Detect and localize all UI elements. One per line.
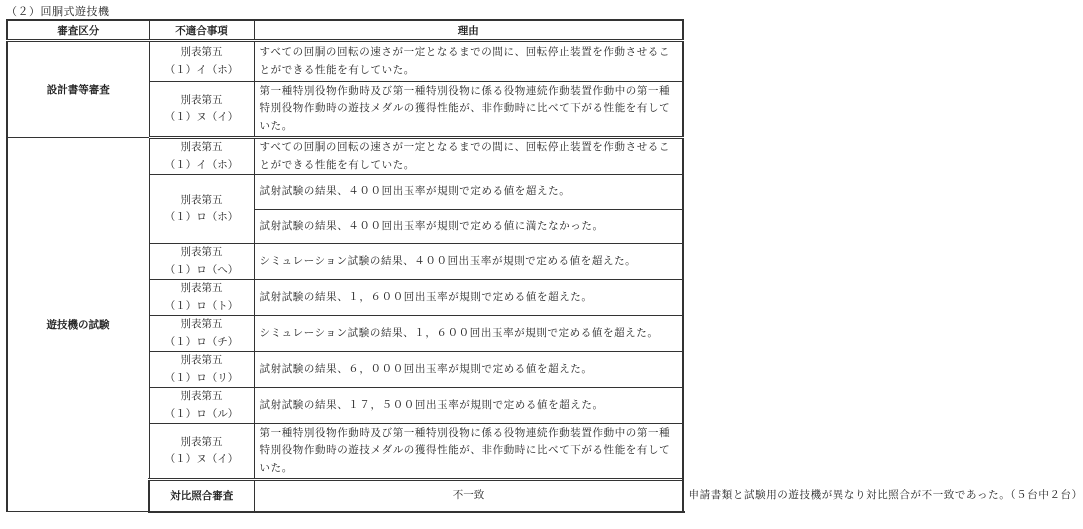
item-cell [149, 244, 254, 280]
header-item: 不適合事項 [149, 20, 254, 41]
item-cell [149, 280, 254, 316]
item-cell: 不一致 [254, 480, 683, 512]
item-line1: 別表第五 [180, 93, 223, 106]
nonconformity-table [6, 19, 1083, 513]
category-cell: 対比照合審査 [149, 480, 254, 512]
item-cell [149, 138, 254, 175]
item-line2: （１）ヌ（イ） [164, 111, 239, 123]
reason-cell: すべての回胴の回転の速さが一定となるまでの間に、回転停止装置を作動させることができる性能を有していた。 [254, 41, 683, 82]
item-line1: 別表第五 [180, 46, 223, 58]
item-line2: （１）ロ（ホ） [164, 211, 239, 223]
table-caption: （２）回胴式遊技機 [6, 5, 110, 18]
item-line2: （１）ロ（リ） [164, 371, 239, 384]
reason-cell: 試射試験の結果、１，６００回出玉率が規則で定める値を超えた。 [254, 280, 683, 316]
table-row: 対比照合審査 不一致 申請書類と試験用の遊技機が異なり対比照合が不一致であった。（５台中２台） [7, 480, 683, 512]
table-row [7, 138, 683, 175]
item-cell [149, 82, 254, 138]
item-line1: 別表第五 [180, 354, 223, 366]
item-line2: （１）ロ（へ） [164, 263, 239, 276]
item-line1: 別表第五 [180, 282, 223, 294]
item-line1: 別表第五 [180, 318, 223, 330]
item-line2: （１）ロ（ト） [164, 299, 239, 312]
reason-cell: 試射試験の結果、４００回出玉率が規則で定める値を超えた。 [254, 175, 683, 210]
reason-cell: 試射試験の結果、１７，５００回出玉率が規則で定める値を超えた。 [254, 388, 683, 424]
table-row [7, 41, 683, 82]
item-line2: （１）ロ（ル） [164, 407, 239, 420]
category-cell: 設計書等審査 [7, 41, 149, 138]
item-line2: （１）イ（ホ） [164, 158, 239, 171]
reason-cell: シミュレーション試験の結果、４００回出玉率が規則で定める値を超えた。 [254, 244, 683, 280]
category-cell: 遊技機の試験 [7, 138, 149, 512]
item-line1: 別表第五 [180, 141, 223, 153]
item-cell [149, 175, 254, 244]
header-category: 審査区分 [7, 20, 149, 41]
reason-cell: シミュレーション試験の結果、１，６００回出玉率が規則で定める値を超えた。 [254, 316, 683, 352]
item-line1: 別表第五 [180, 193, 223, 206]
item-line2: （１）ヌ（イ） [164, 453, 239, 465]
item-line2: （１）イ（ホ） [164, 63, 239, 76]
item-cell [149, 388, 254, 424]
reason-cell: 試射試験の結果、４００回出玉率が規則で定める値に満たなかった。 [254, 210, 683, 244]
item-line2: （１）ロ（チ） [164, 335, 239, 348]
item-line1: 別表第五 [180, 246, 223, 258]
reason-cell: 第一種特別役物作動時及び第一種特別役物に係る役物連続作動装置作動中の第一種特別役物作動時の遊技メダルの獲得性能が、非作動時に比べて下がる性能を有していた。 [254, 424, 683, 480]
header-reason: 理由 [254, 20, 683, 41]
reason-cell: 試射試験の結果、６，０００回出玉率が規則で定める値を超えた。 [254, 352, 683, 388]
item-line1: 別表第五 [180, 435, 223, 448]
item-cell [149, 316, 254, 352]
item-cell [149, 352, 254, 388]
item-cell [149, 41, 254, 82]
item-line1: 別表第五 [180, 390, 223, 402]
reason-cell: すべての回胴の回転の速さが一定となるまでの間に、回転停止装置を作動させることができる性能を有していた。 [254, 138, 683, 175]
item-cell [149, 424, 254, 480]
reason-cell: 第一種特別役物作動時及び第一種特別役物に係る役物連続作動装置作動中の第一種特別役物作動時の遊技メダルの獲得性能が、非作動時に比べて下がる性能を有していた。 [254, 82, 683, 138]
header-row [7, 20, 683, 41]
